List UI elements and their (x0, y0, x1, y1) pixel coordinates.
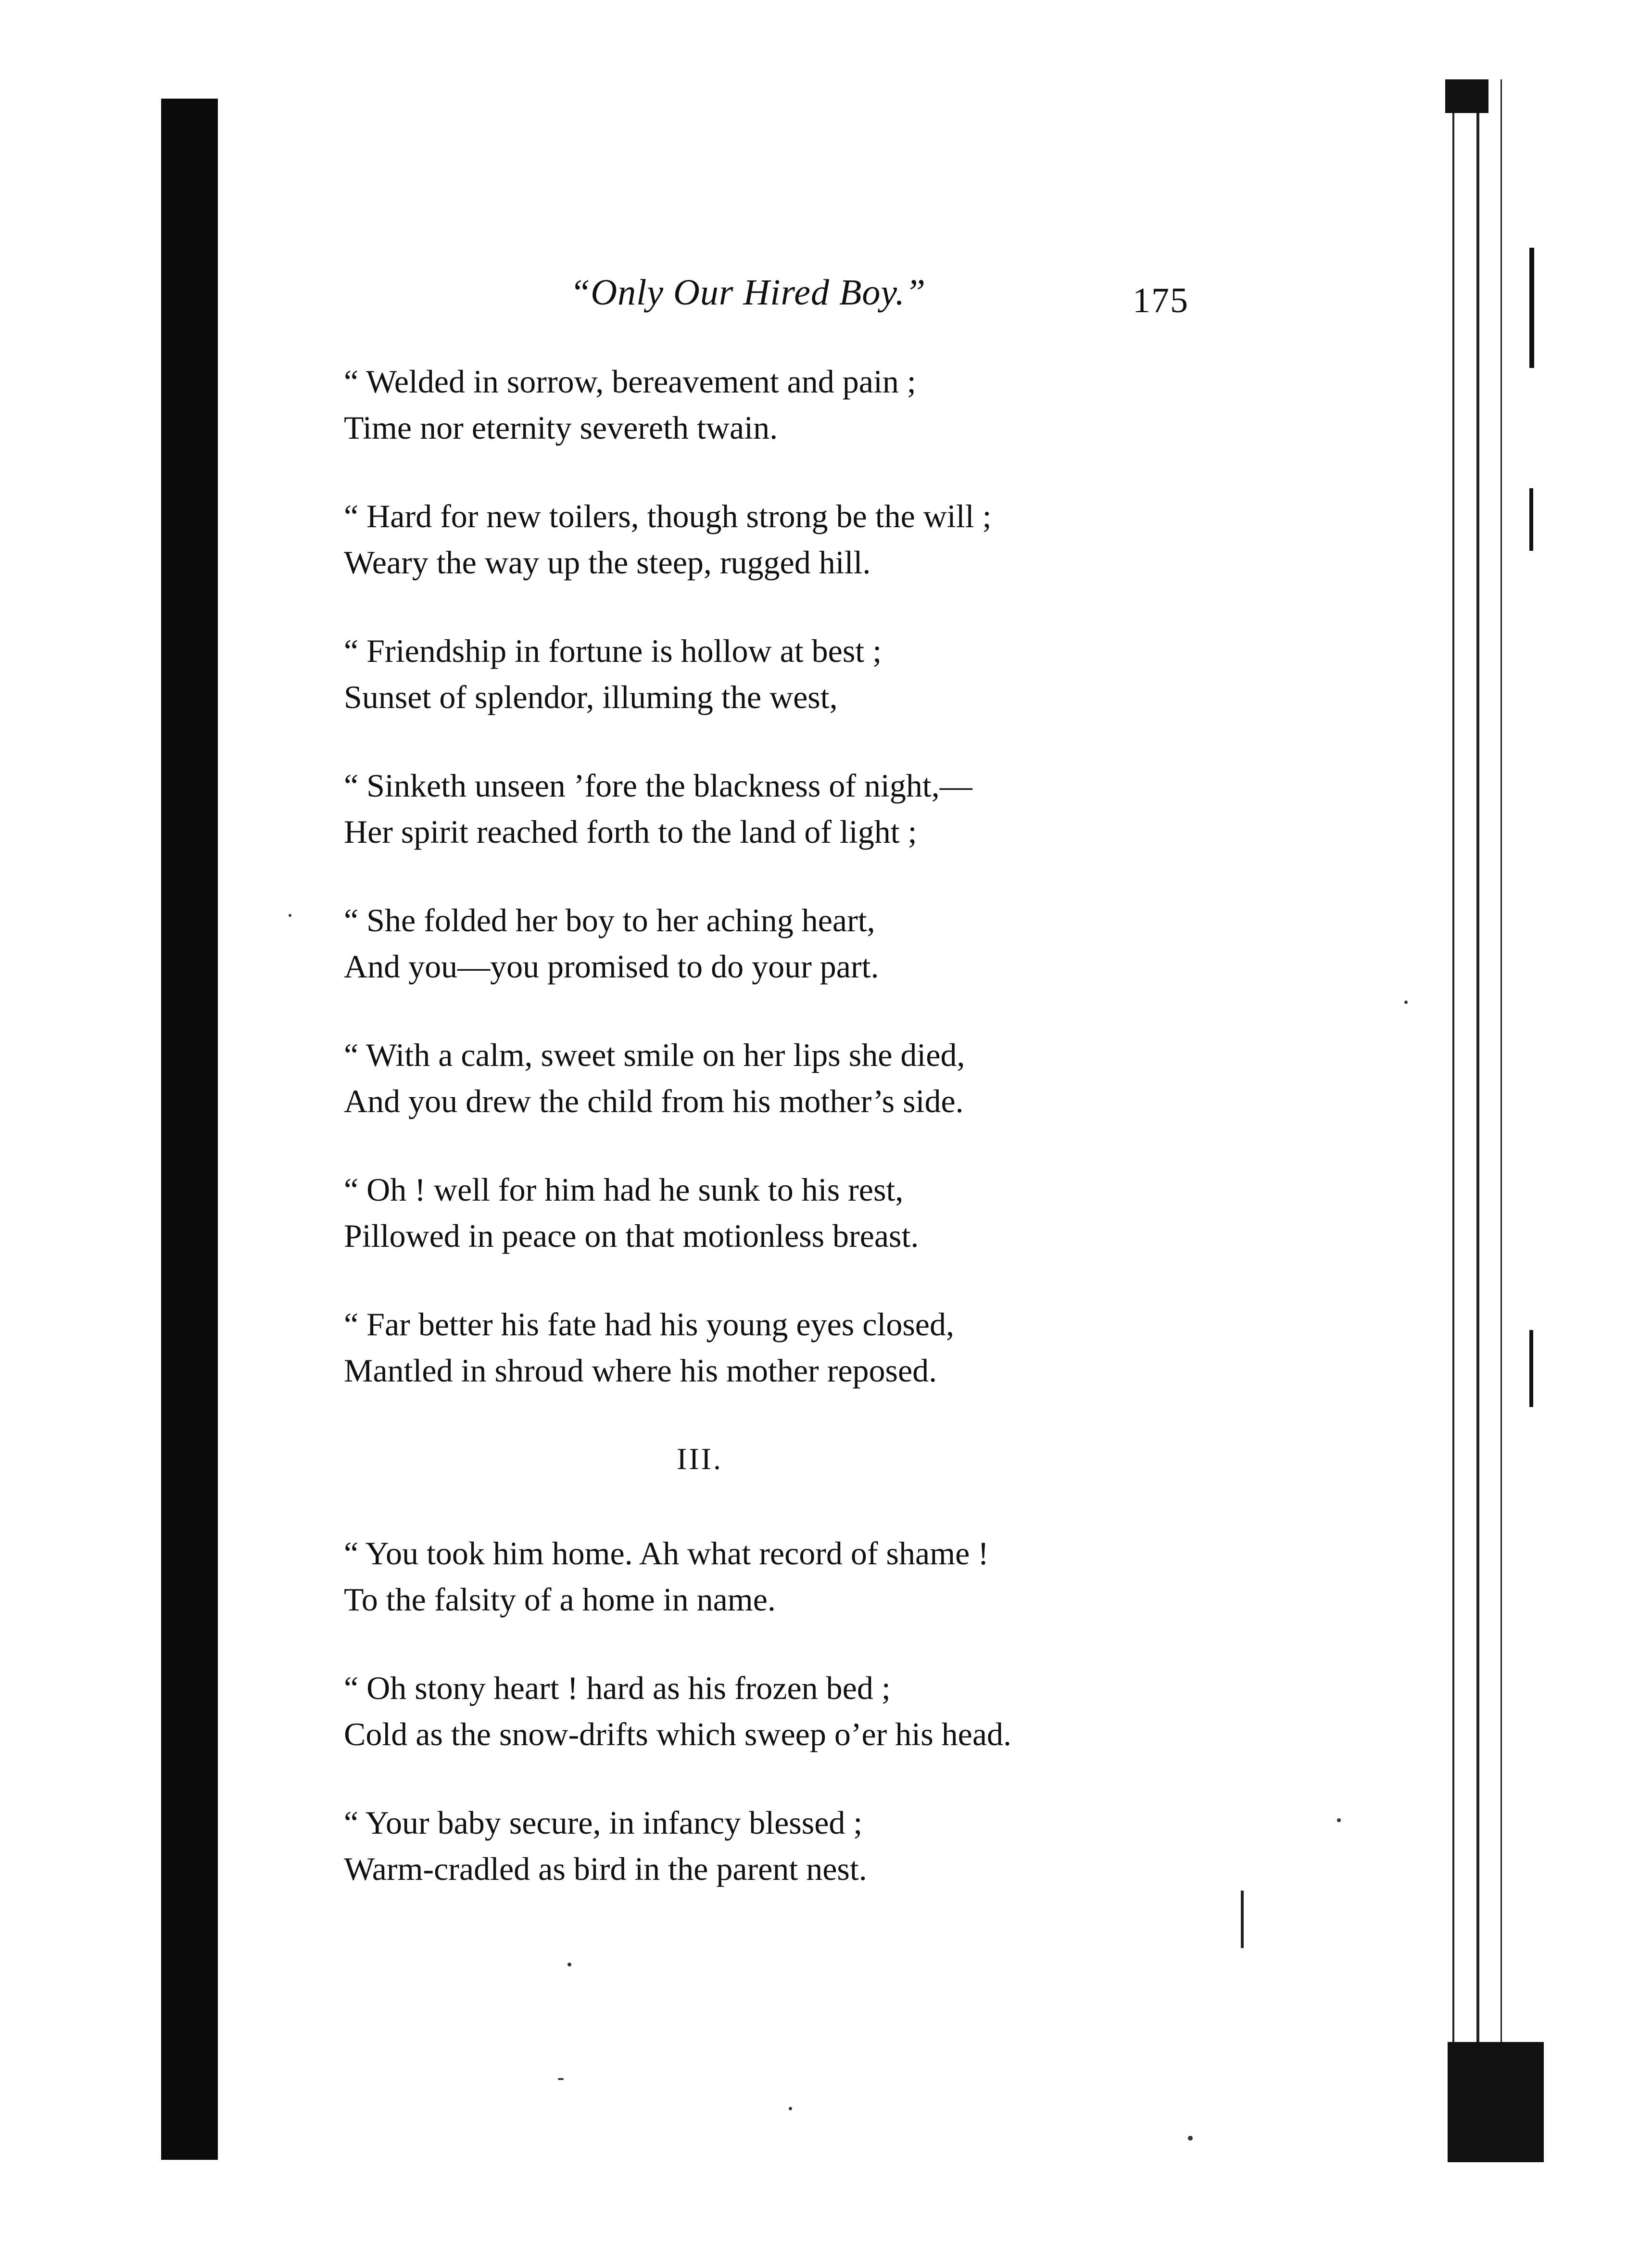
verse-line: “ Sinketh unseen ’fore the blackness of night,— (344, 767, 972, 804)
edge-mark (1529, 488, 1533, 551)
edge-mark (1445, 79, 1488, 113)
stanza (344, 1800, 1210, 1892)
verse-line: “ With a calm, sweet smile on her lips she died, (344, 1037, 965, 1073)
poem-body (344, 358, 1210, 1934)
verse-line: “ Friendship in fortune is hollow at best ; (344, 633, 882, 669)
verse-line: Mantled in shroud where his mother reposed. (344, 1352, 937, 1389)
stanza (344, 1665, 1210, 1757)
scan-speck (1404, 1001, 1408, 1004)
stanza (344, 1032, 1210, 1124)
page-edge-shadow (1443, 79, 1549, 2162)
verse-line: And you drew the child from his mother’s side. (344, 1083, 964, 1119)
edge-line (1501, 79, 1502, 2162)
scan-speck (289, 914, 291, 917)
verse-line: “ Oh ! well for him had he sunk to his rest, (344, 1171, 904, 1208)
verse-line: Weary the way up the steep, rugged hill. (344, 544, 871, 581)
verse-line: Cold as the snow-drifts which sweep o’er his head. (344, 1716, 1012, 1752)
edge-mark (1448, 2042, 1544, 2162)
verse-line: Sunset of splendor, illuming the west, (344, 679, 838, 715)
verse-line: “ You took him home. Ah what record of shame ! (344, 1535, 989, 1572)
stanza (344, 1530, 1210, 1623)
verse-line: “ Far better his fate had his young eyes closed, (344, 1306, 954, 1343)
verse-line: Warm-cradled as bird in the parent nest. (344, 1851, 867, 1887)
verse-line: Pillowed in peace on that motionless breast. (344, 1217, 919, 1254)
scan-speck (789, 2107, 792, 2110)
verse-line: “ Hard for new toilers, though strong be the will ; (344, 498, 992, 534)
binding-gutter-shadow (161, 99, 218, 2160)
scan-speck (1337, 1818, 1341, 1822)
stanza (344, 628, 1210, 720)
verse-line: And you—you promised to do your part. (344, 948, 879, 985)
stanza (344, 358, 1210, 451)
stanza (344, 762, 1210, 855)
stanza (344, 1166, 1210, 1259)
scan-speck (567, 1963, 571, 1966)
verse-line: “ She folded her boy to her aching heart, (344, 902, 875, 938)
stanza (344, 897, 1210, 989)
stanza (344, 1301, 1210, 1394)
verse-line: “ Your baby secure, in infancy blessed ; (344, 1804, 863, 1841)
verse-line: “ Welded in sorrow, bereavement and pain ; (344, 363, 916, 400)
edge-mark (1529, 1330, 1533, 1407)
page-number: 175 (1133, 281, 1189, 320)
verse-line: “ Oh stony heart ! hard as his frozen bed ; (344, 1670, 891, 1706)
scan-speck (1188, 2136, 1193, 2141)
verse-line: Her spirit reached forth to the land of light ; (344, 813, 917, 850)
verse-line: To the falsity of a home in name. (344, 1581, 776, 1618)
verse-line: Time nor eternity severeth twain. (344, 409, 778, 446)
edge-line (1476, 79, 1479, 2162)
stanza (344, 493, 1210, 585)
scan-speck (1241, 1890, 1244, 1948)
scan-speck (558, 2078, 564, 2080)
page-header (0, 272, 1652, 325)
section-numeral: III. (677, 1442, 723, 1476)
running-title: “Only Our Hired Boy.” (570, 272, 926, 313)
edge-line (1452, 79, 1454, 2162)
